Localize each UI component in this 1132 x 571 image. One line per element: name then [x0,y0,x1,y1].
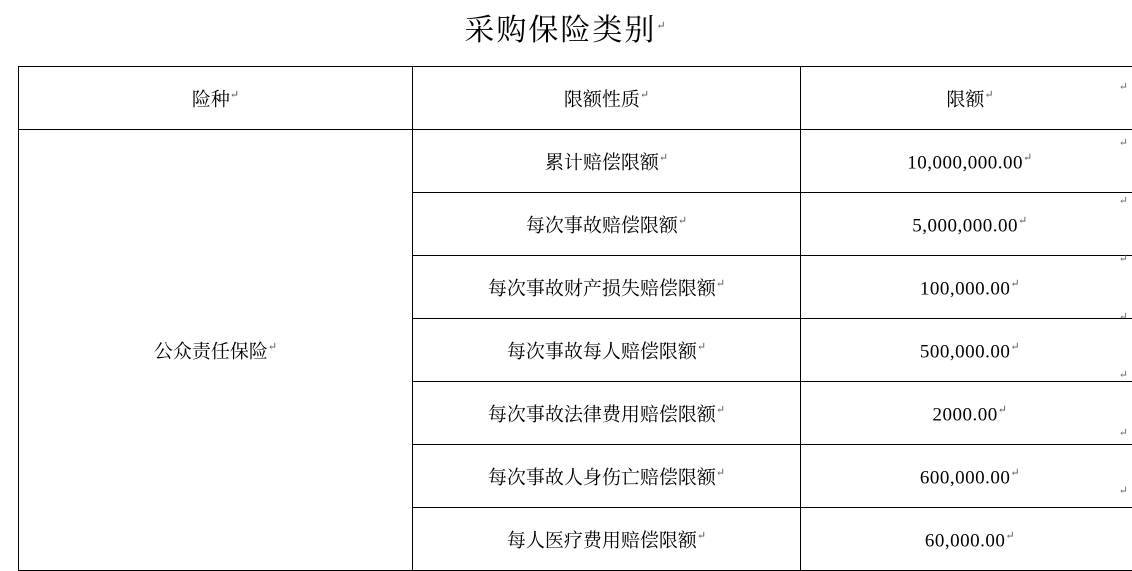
table-header-kind [19,67,413,130]
limit-amount-text: 5,000,000.00 [912,216,1018,237]
paragraph-mark-icon: ↵ [678,215,687,227]
table-header-row [19,67,1132,130]
limit-nature-cell [413,130,801,193]
limit-amount-cell [801,130,1132,193]
limit-nature-cell [413,193,801,256]
paragraph-mark-icon: ↵ [1119,194,1128,207]
limit-nature-cell [413,319,801,382]
paragraph-mark-icon: ↵ [230,89,239,101]
paragraph-mark-icon: ↵ [697,530,706,542]
table-header-nature [413,67,801,130]
limit-amount-cell [801,445,1132,508]
paragraph-mark-icon: ↵ [1119,484,1128,497]
paragraph-mark-icon: ↵ [1119,80,1128,93]
paragraph-mark-icon: ↵ [1010,341,1020,353]
paragraph-mark-icon: ↵ [659,152,668,164]
paragraph-mark-icon: ↵ [656,20,667,32]
document-page [0,6,1132,561]
limit-nature-text: 每次事故人身伤亡赔偿限额 [488,468,716,489]
insurance-kind-cell [19,130,413,571]
paragraph-mark-icon: ↵ [1119,310,1128,323]
table-row [19,130,1132,193]
paragraph-mark-icon: ↵ [1023,152,1033,164]
paragraph-mark-icon: ↵ [1119,252,1128,265]
paragraph-mark-icon: ↵ [716,404,725,416]
insurance-limits-table [18,66,1132,571]
paragraph-mark-icon: ↵ [697,341,706,353]
table-header-kind-text: 险种 [192,90,230,111]
limit-amount-cell [801,382,1132,445]
paragraph-mark-icon: ↵ [984,89,993,101]
limit-nature-text: 累计赔偿限额 [545,153,659,174]
paragraph-mark-icon: ↵ [1018,215,1028,227]
limit-nature-text: 每次事故每人赔偿限额 [507,342,697,363]
table-header-nature-text: 限额性质 [564,90,640,111]
limit-amount-text: 10,000,000.00 [907,153,1023,174]
paragraph-mark-icon: ↵ [716,467,725,479]
row-end-marks [1116,66,1130,561]
limit-amount-cell [801,193,1132,256]
paragraph-mark-icon: ↵ [1119,136,1128,149]
paragraph-mark-icon: ↵ [716,278,725,290]
limit-amount-text: 100,000.00 [920,279,1011,300]
limit-nature-cell [413,256,801,319]
limit-nature-text: 每次事故财产损失赔偿限额 [488,279,716,300]
paragraph-mark-icon: ↵ [1119,368,1128,381]
paragraph-mark-icon: ↵ [1010,278,1020,290]
paragraph-mark-icon: ↵ [1119,426,1128,439]
limit-amount-text: 60,000.00 [925,531,1006,552]
limit-nature-cell [413,382,801,445]
table-header-limit-text: 限额 [946,90,984,111]
table-header-limit [801,67,1132,130]
paragraph-mark-icon: ↵ [998,404,1008,416]
paragraph-mark-icon: ↵ [268,341,277,353]
limit-nature-text: 每次事故赔偿限额 [526,216,678,237]
limit-amount-cell [801,319,1132,382]
insurance-kind-text: 公众责任保险 [154,342,268,363]
limit-amount-text: 2000.00 [933,405,998,426]
limit-nature-text: 每次事故法律费用赔偿限额 [488,405,716,426]
paragraph-mark-icon: ↵ [1005,530,1015,542]
paragraph-mark-icon: ↵ [1010,467,1020,479]
limit-amount-cell [801,256,1132,319]
limit-amount-text: 600,000.00 [920,468,1011,489]
limit-amount-text: 500,000.00 [920,342,1011,363]
limit-amount-cell [801,508,1132,571]
paragraph-mark-icon: ↵ [640,89,649,101]
limit-nature-cell [413,508,801,571]
page-title [0,6,1132,51]
limit-nature-text: 每人医疗费用赔偿限额 [507,531,697,552]
page-title-text: 采购保险类别 [464,14,656,47]
limit-nature-cell [413,445,801,508]
